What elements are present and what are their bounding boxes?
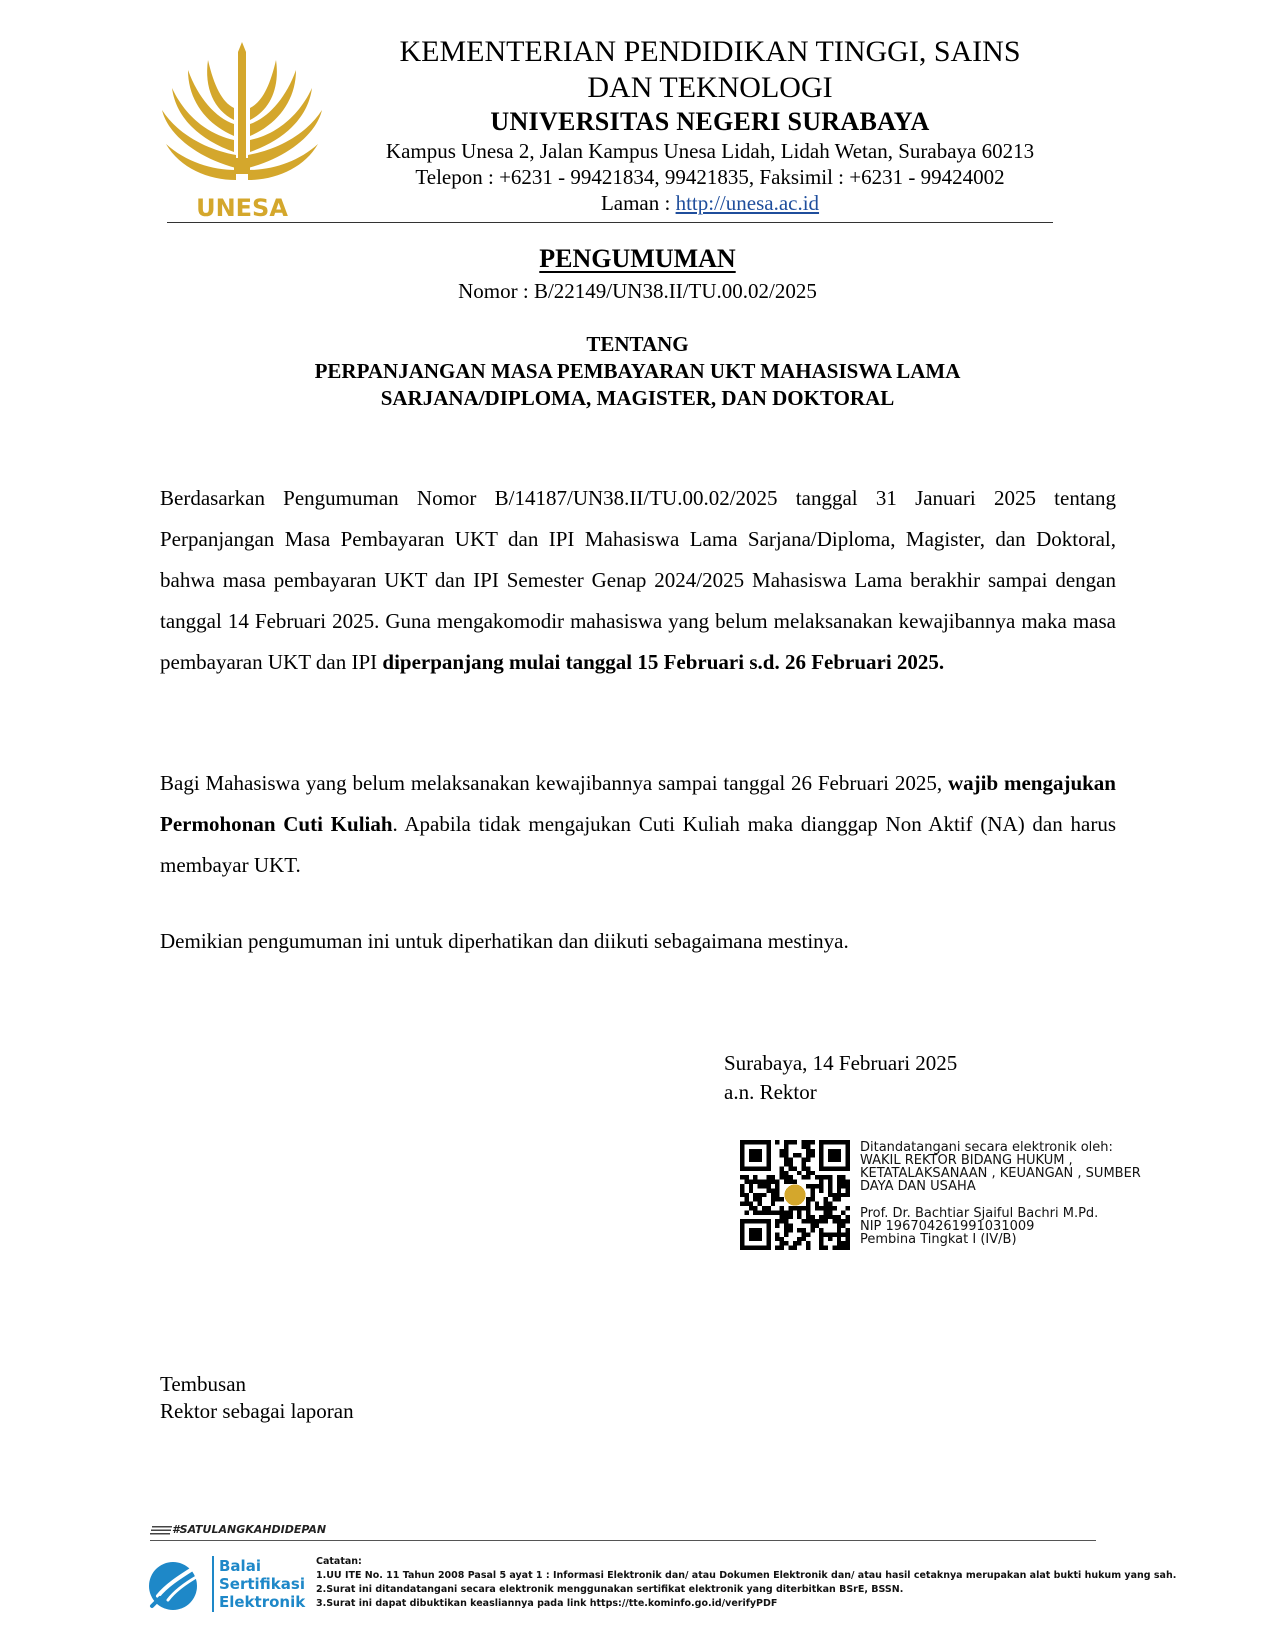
note-1: 1.UU ITE No. 11 Tahun 2008 Pasal 5 ayat 1 : Informasi Elektronik dan/ atau Dokumen Elektronik dan/ atau hasil cetaknya merupakan alat bukti hukum yang sah. [316, 1570, 1177, 1581]
phone-line: Telepon : +6231 - 99421834, 99421835, Faksimil : +6231 - 99424002 [415, 165, 1005, 189]
signature-place-date: Surabaya, 14 Februari 2025 [724, 1051, 958, 1075]
bsre-name-line1: Balai [219, 1557, 261, 1575]
note-2: 2.Surat ini ditandatangani secara elektronik menggunakan sertifikat elektronik yang diterbitkan BSrE, BSSN. [316, 1584, 904, 1595]
document-heading: PENGUMUMAN [539, 244, 736, 273]
hashtag-stripes-icon [150, 1526, 172, 1535]
qr-code-icon [740, 1140, 850, 1250]
subject-line1: PERPANJANGAN MASA PEMBAYARAN UKT MAHASISWA LAMA [314, 359, 961, 383]
paragraph-1: Berdasarkan Pengumuman Nomor B/14187/UN38.II/TU.00.02/2025 tanggal 31 Januari 2025 tentang Perpanjangan Masa Pembayaran UKT dan IPI Mahasiswa Lama Sarjana/Diploma, Magister, dan Doktoral, bahwa masa pembayaran UKT dan IPI Semester Genap 2024/2025 Mahasiswa Lama berakhir sampai dengan tanggal 14 Februari 2025. Guna mengakomodir mahasiswa yang belum melaksanakan kewajibannya maka masa pembayaran UKT dan IPI diperpanjang mulai tanggal 15 Februari s.d. 26 Februari 2025. [160, 486, 1116, 674]
leave-requirement: wajib mengajukan Permohonan Cuti Kuliah [160, 771, 1116, 836]
ministry-name-line1: KEMENTERIAN PENDIDIKAN TINGGI, SAINS [399, 35, 1021, 68]
unesa-logo [158, 40, 326, 220]
bsre-name-line2: Sertifikasi [219, 1575, 305, 1593]
website-label: Laman : [600, 191, 676, 215]
address-line: Kampus Unesa 2, Jalan Kampus Unesa Lidah, Lidah Wetan, Surabaya 60213 [385, 139, 1035, 163]
logo-wordmark: UNESA [196, 194, 288, 220]
signer-nip: NIP 196704261991031009 [860, 1219, 1035, 1234]
esign-position-line1: WAKIL REKTOR BIDANG HUKUM , [860, 1153, 1073, 1168]
bsre-logo-icon [144, 1556, 206, 1612]
signer-rank: Pembina Tingkat I (IV/B) [860, 1232, 1017, 1247]
note-3: 3.Surat ini dapat dibuktikan keasliannya pada link https://tte.kominfo.go.id/verifyPDF [316, 1598, 778, 1609]
signature-on-behalf: a.n. Rektor [724, 1080, 817, 1104]
document-number: Nomor : B/22149/UN38.II/TU.00.02/2025 [458, 279, 817, 303]
subject-line2: SARJANA/DIPLOMA, MAGISTER, DAN DOKTORAL [380, 386, 895, 410]
website-line [350, 190, 1070, 216]
esign-position-line2: KETATALAKSANAAN , KEUANGAN , SUMBER [860, 1166, 1141, 1181]
extension-period: diperpanjang mulai tanggal 15 Februari s.d. 26 Februari 2025. [382, 650, 945, 674]
signer-name: Prof. Dr. Bachtiar Sjaiful Bachri M.Pd. [860, 1206, 1099, 1221]
website-link[interactable]: http://unesa.ac.id [675, 191, 820, 215]
notes-title: Catatan: [316, 1556, 362, 1567]
cc-recipient: Rektor sebagai laporan [160, 1399, 354, 1423]
cc-label: Tembusan [160, 1372, 247, 1396]
paragraph-2: Bagi Mahasiswa yang belum melaksanakan kewajibannya sampai tanggal 26 Februari 2025, wajib mengajukan Permohonan Cuti Kuliah. Apabila tidak mengajukan Cuti Kuliah maka dianggap Non Aktif (NA) dan harus membayar UKT. [160, 771, 1116, 877]
footer-hashtag: #SATULANGKAHDIDEPAN [172, 1523, 327, 1536]
bsre-name-line3: Elektronik [219, 1593, 306, 1611]
esign-position-line3: DAYA DAN USAHA [860, 1179, 976, 1194]
about-label: TENTANG [586, 332, 689, 356]
header-divider [167, 222, 1053, 223]
footer-divider [150, 1540, 1096, 1541]
university-name: UNIVERSITAS NEGERI SURABAYA [490, 107, 930, 136]
esign-caption: Ditandatangani secara elektronik oleh: [860, 1140, 1113, 1155]
bsre-divider [212, 1556, 214, 1612]
ministry-name-line2: DAN TEKNOLOGI [587, 71, 833, 104]
paragraph-3: Demikian pengumuman ini untuk diperhatikan dan diikuti sebagaimana mestinya. [160, 929, 849, 953]
